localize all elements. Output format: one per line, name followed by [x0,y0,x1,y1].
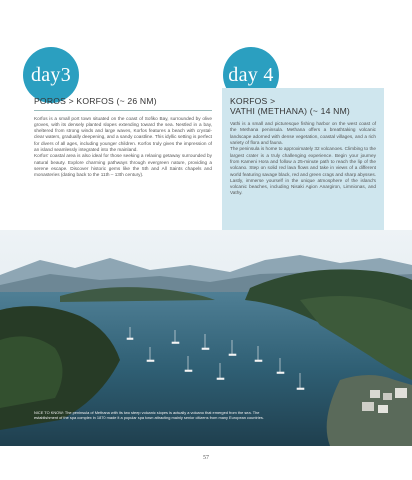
day3-paragraph-1: Korfos is a small port town situated on the coast of Sofiko Bay, surrounded by olive groves, with its densely planted slopes extending toward the sea. Nestled in a bay, sheltered from strong winds and large waves, Korfos features a beach with crystal-clear waters, gradually deepening, and a sandy coastline. This idyllic setting is perfect for divers of all ages, including younger children. Korfos truly gives the impression of an island seamlessly integrated into the mainland. [34,115,212,153]
day4-heading-line1: KORFOS > [230,96,276,106]
day4-paragraph-1: Vathi is a small and picturesque fishing harbor on the west coast of the Methana peninsula. Methana offers a breathtaking volcanic landscape adorned with dense vegetation, coastal villages, and a rich variety of flora and fauna. [230,121,376,146]
day3-column [34,97,212,179]
page-number: 57 [203,455,209,461]
day4-paragraph-2: The peninsula is home to approximately 32 volcanoes. Climbing to the largest crater is a truly challenging experience. Begin your journey from Kameni Hora and follow a 25-minute path to reach the lip of the volcano. Step on solid red lava flows and take in views of a different world featuring savage black, red and green crags and sharp abysses. Lastly, immerse yourself in the unique atmosphere of the island's volcanic beaches, including Nisaki Agion Anargiron, Limnionas, and Vathy. [230,146,376,196]
day3-paragraph-2: Korfos' coastal area is also ideal for those seeking a relaxing getaway surrounded by natural beauty. Explore charming pathways through evergreen nature, providing a serene escape. Discover historic gems like the 5th and All Saints chapels and monasteries (dating back to the 11th – 13th century). [34,153,212,178]
day3-badge [23,47,79,103]
day4-body [230,121,376,197]
photo-caption: NICE TO KNOW: The peninsula of Methana with its two steep volcanic slopes is actually a volcano that emerged from the sea. The establishment of the spa complex in 1870 made it a popular spa town attracting mainly senior citizens from many European countries. [34,410,264,421]
day3-heading: POROS > KORFOS (~ 26 NM) [34,97,212,111]
day4-badge-label: day 4 [228,63,274,86]
day4-heading-line2: VATHI (METHANA) (~ 14 NM) [230,105,350,116]
day4-heading [230,97,376,116]
day3-body [34,116,212,179]
day3-badge-label: day3 [30,63,72,86]
